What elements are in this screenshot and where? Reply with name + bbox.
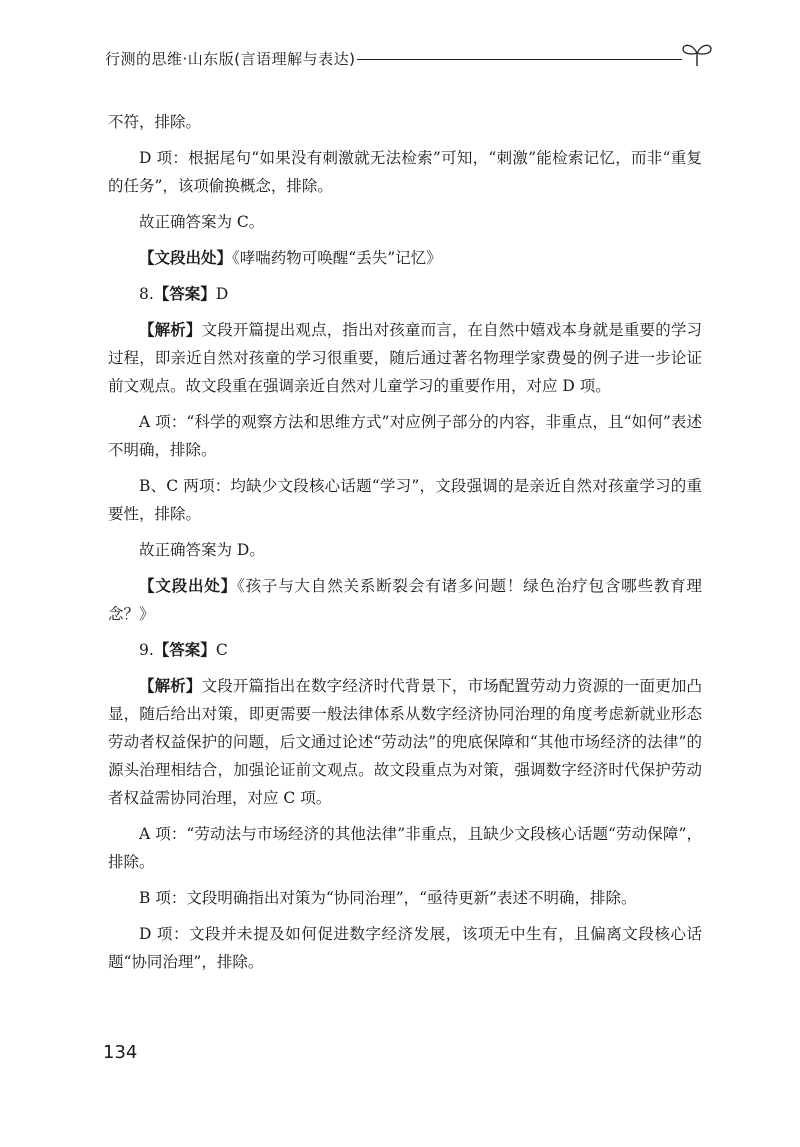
header-title: 行测的思维·山东版(言语理解与表达) — [105, 50, 356, 68]
paragraph: D 项：根据尾句“如果没有刺激就无法检索”可知，“刺激”能检索记忆，而非“重复的任务”，该项偷换概念，排除。 — [108, 149, 702, 195]
header-rule — [357, 59, 682, 60]
answer-line — [108, 280, 702, 308]
paragraph: 故正确答案为 C。 — [139, 213, 265, 231]
paragraph: B、C 两项：均缺少文段核心话题“学习”，文段强调的是亲近自然对孩童学习的重要性，排除。 — [108, 477, 702, 523]
source-label: 【文段出处】 — [139, 249, 233, 267]
paragraph: A 项：“劳动法与市场经济的其他法律”非重点，且缺少文段核心话题“劳动保障”，排除。 — [108, 825, 702, 871]
answer-value: D — [215, 285, 229, 303]
question-number: 9. — [139, 641, 154, 659]
answer-label: 【答案】 — [153, 285, 216, 303]
answer-label: 【答案】 — [153, 641, 216, 659]
source-line: 【文段出处】《哮喘药物可唤醒“丢失”记忆》 — [139, 249, 442, 267]
analysis-label: 【解析】 — [139, 321, 202, 339]
answer-value: C — [215, 641, 228, 659]
page-number: 134 — [103, 1042, 138, 1063]
paragraph: B 项：文段明确指出对策为“协同治理”，“亟待更新”表述不明确，排除。 — [139, 889, 637, 907]
question-number: 8. — [139, 285, 154, 303]
analysis-label: 【解析】 — [139, 677, 202, 695]
paragraph: D 项：文段并未提及如何促进数字经济发展，该项无中生有，且偏离文段核心话题“协同治理”，排除。 — [108, 925, 702, 971]
paragraph: 不符，排除。 — [108, 113, 202, 131]
source-label: 【文段出处】 — [139, 577, 237, 595]
analysis-paragraph: 【解析】文段开篇提出观点，指出对孩童而言，在自然中嬉戏本身就是重要的学习过程，即亲近自然对孩童的学习很重要，随后通过著名物理学家费曼的例子进一步论证前文观点。故文段重在强调亲近自然对儿童学习的重要作用，对应 D 项。 — [108, 321, 702, 395]
page-body — [108, 108, 702, 984]
source-line: 【文段出处】《孩子与大自然关系断裂会有诸多问题！绿色治疗包含哪些教育理念？》 — [108, 577, 702, 623]
paragraph: 故正确答案为 D。 — [139, 541, 265, 559]
sprout-icon — [680, 40, 714, 68]
paragraph: A 项：“科学的观察方法和思维方式”对应例子部分的内容，非重点，且“如何”表述不明确，排除。 — [108, 413, 702, 459]
analysis-paragraph: 【解析】文段开篇指出在数字经济时代背景下，市场配置劳动力资源的一面更加凸显，随后给出对策，即更需要一般法律体系从数字经济协同治理的角度考虑新就业形态劳动者权益保护的问题，后文通过论述“劳动法”的兜底保障和“其他市场经济的法律”的源头治理相结合，加强论证前文观点。故文段重点为对策，强调数字经济时代保护劳动者权益需协同治理，对应 C 项。 — [108, 677, 702, 807]
answer-line — [108, 636, 702, 664]
running-header — [105, 44, 705, 74]
